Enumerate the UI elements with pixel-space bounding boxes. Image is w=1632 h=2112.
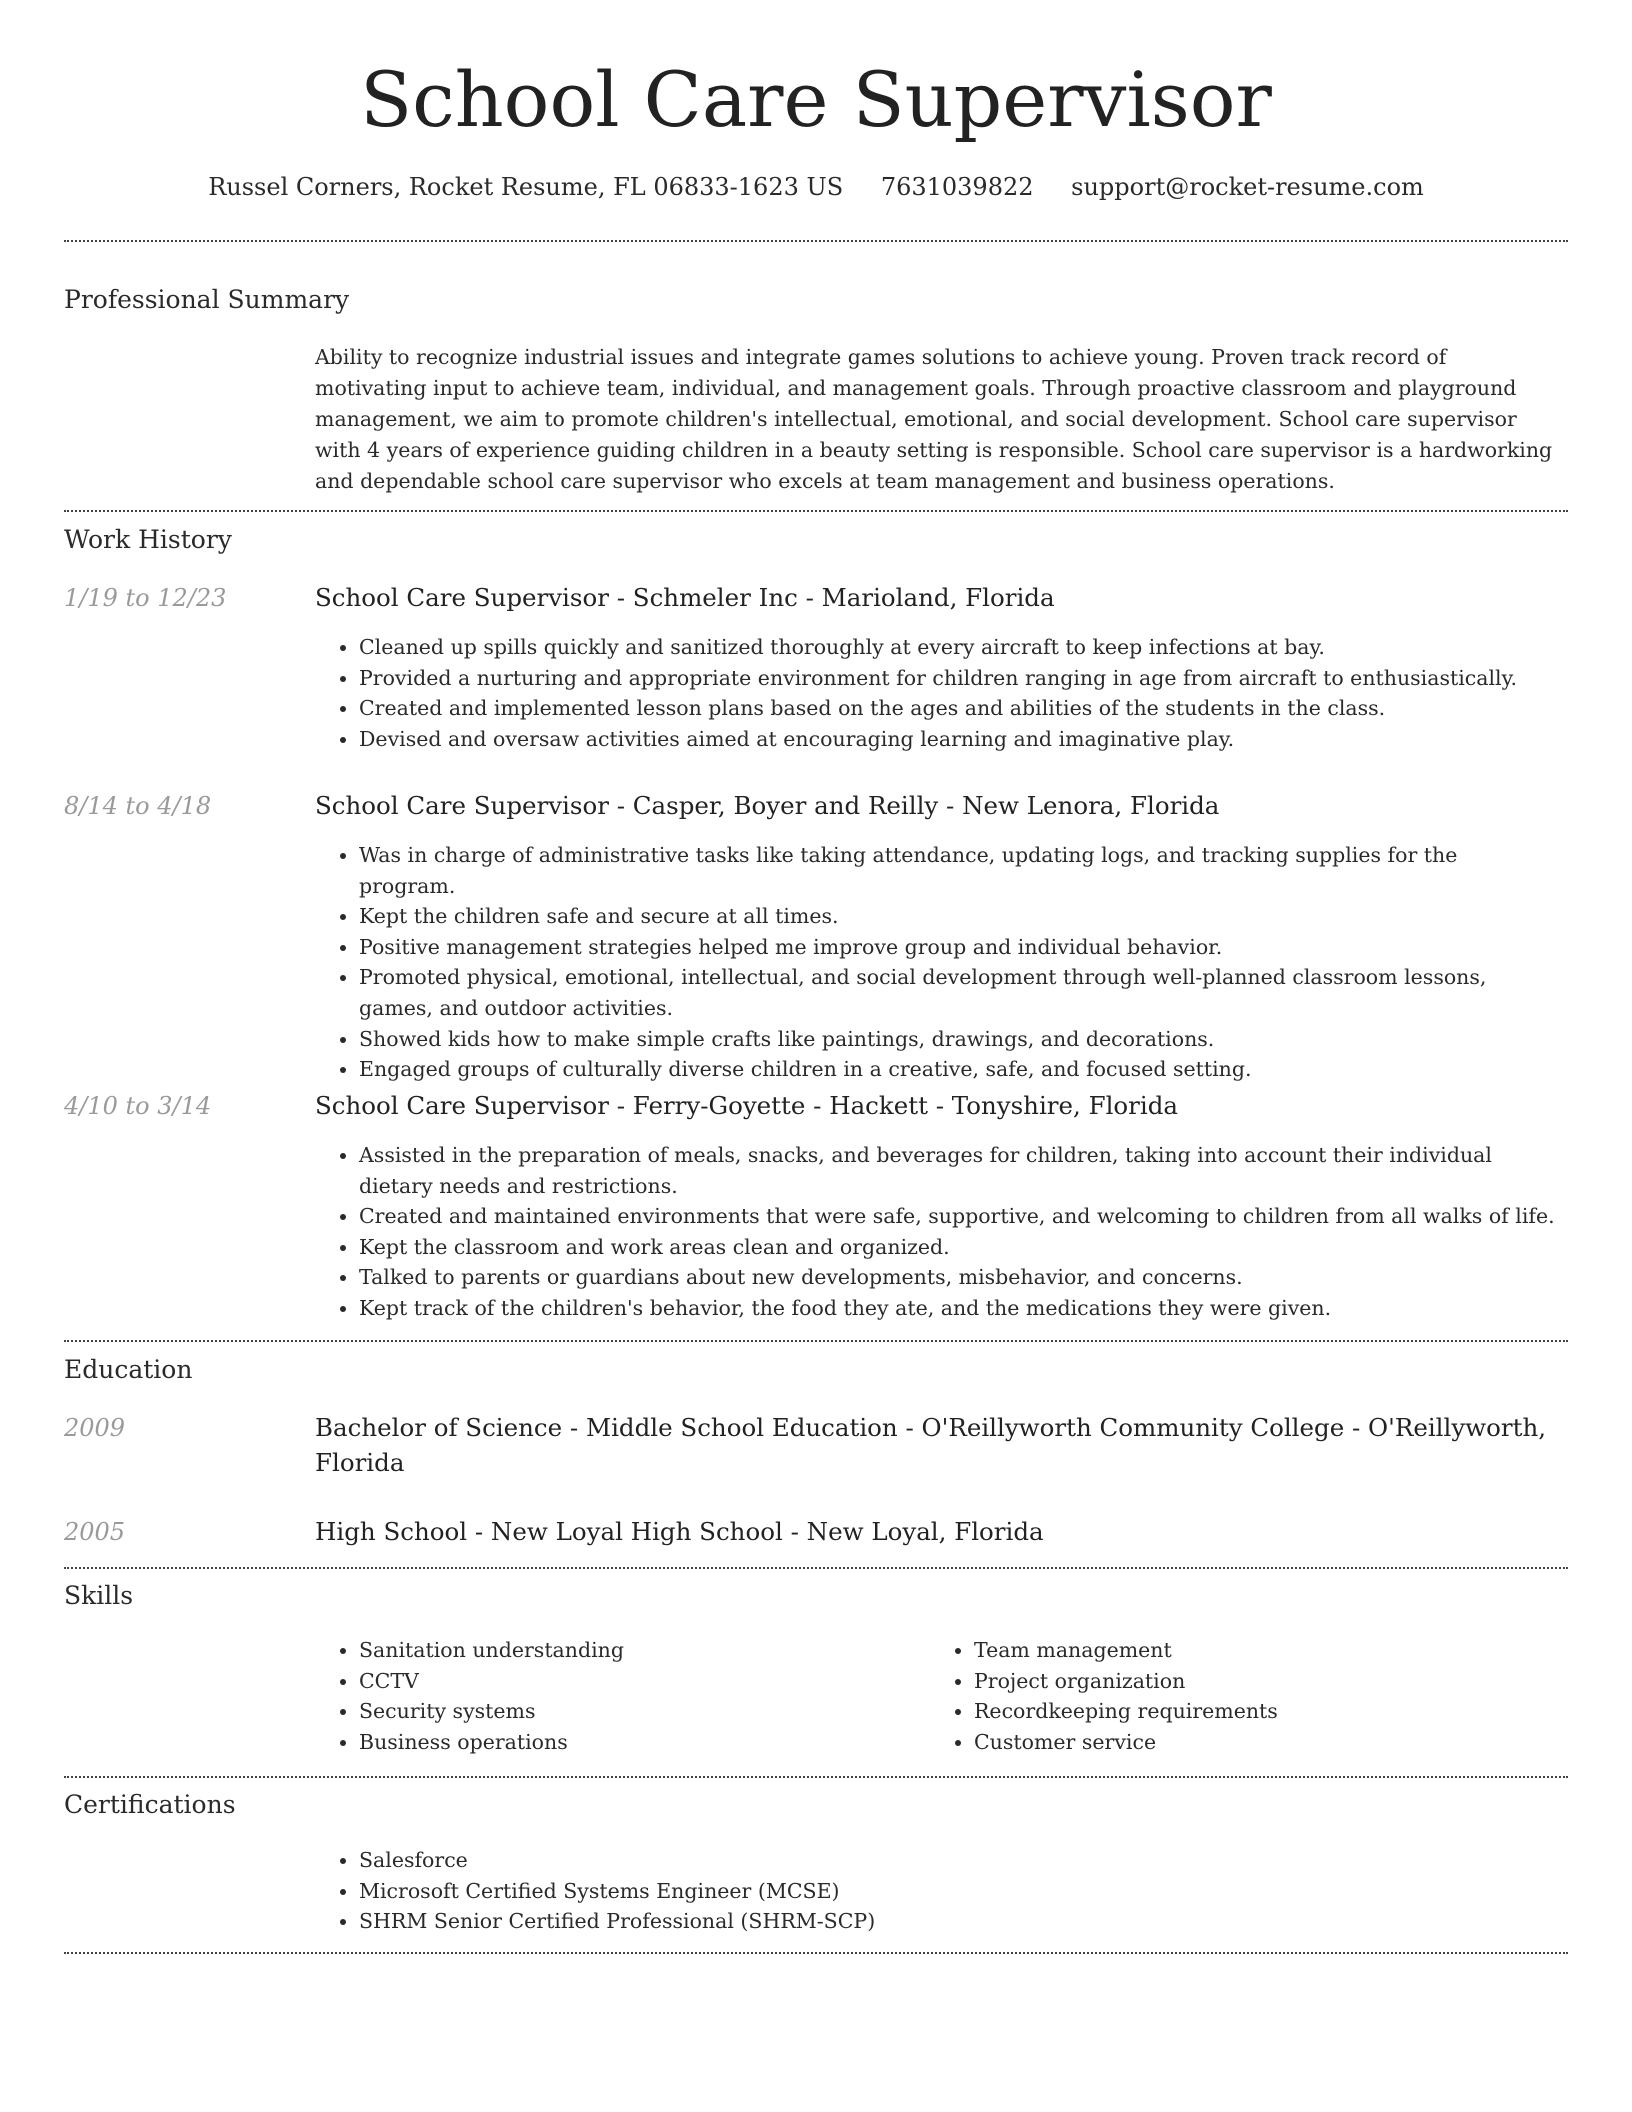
education-degree: High School	[315, 1517, 468, 1546]
education-year: 2009	[64, 1414, 126, 1442]
list-item: • Devised and oversaw activities aimed at encouraging learning and imaginative play.	[359, 724, 1560, 755]
list-item: • Recordkeeping requirements	[974, 1696, 1632, 1727]
education-school: - New Loyal High School - New Loyal, Florida	[467, 1517, 1044, 1546]
list-item: • Showed kids how to make simple crafts like paintings, drawings, and decorations.	[359, 1024, 1560, 1055]
list-item: • Team management	[974, 1635, 1632, 1666]
job-bullets	[315, 1140, 1560, 1324]
list-item: • CCTV	[359, 1666, 1560, 1697]
contact-email: support@rocket-resume.com	[1071, 173, 1424, 201]
education-heading	[315, 1410, 1560, 1480]
job-role: School Care Supervisor	[315, 583, 609, 612]
divider	[64, 510, 1568, 512]
job-employer: - Ferry-Goyette - Hackett - Tonyshire, Florida	[608, 1091, 1178, 1120]
divider	[64, 240, 1568, 242]
divider	[64, 1340, 1568, 1342]
job-role: School Care Supervisor	[315, 791, 609, 820]
divider	[64, 1567, 1568, 1569]
job-employer: - Casper, Boyer and Reilly - New Lenora, Florida	[608, 791, 1220, 820]
job-role: School Care Supervisor	[315, 1091, 609, 1120]
list-item: • Talked to parents or guardians about new developments, misbehavior, and concerns.	[359, 1262, 1560, 1293]
education-school: - O'Reillyworth Community College - O'Reillyworth, Florida	[315, 1413, 1547, 1477]
list-item: • Promoted physical, emotional, intellectual, and social development through well-planned classroom lessons, games, and outdoor activities.	[359, 962, 1560, 1023]
summary-text: Ability to recognize industrial issues and integrate games solutions to achieve young. Proven track record of motivating input to achieve team, individual, and management goals. Through proactive classroom and playground management, we aim to promote children's intellectual, emotional, and social development. School care supervisor with 4 years of experience guiding children in a beauty setting is responsible. School care supervisor is a hardworking and dependable school care supervisor who excels at team management and business operations.	[315, 345, 1553, 493]
list-item: • Created and maintained environments that were safe, supportive, and welcoming to children from all walks of life.	[359, 1201, 1560, 1232]
divider	[64, 1952, 1568, 1954]
contact-address: Russel Corners, Rocket Resume, FL 06833-1623 US	[208, 173, 844, 201]
job-dates: 8/14 to 4/18	[64, 792, 212, 820]
skills-list-right	[930, 1635, 1632, 1757]
job-heading	[315, 788, 1560, 823]
list-item: • Security systems	[359, 1696, 1560, 1727]
job-employer: - Schmeler Inc - Marioland, Florida	[608, 583, 1055, 612]
job-bullets	[315, 632, 1560, 754]
section-title-summary: Professional Summary	[64, 285, 350, 314]
list-item: • Cleaned up spills quickly and sanitized thoroughly at every aircraft to keep infections at bay.	[359, 632, 1560, 663]
contact-phone: 7631039822	[880, 173, 1034, 201]
certifications-list	[315, 1845, 1560, 1937]
list-item: • Positive management strategies helped me improve group and individual behavior.	[359, 932, 1560, 963]
section-title-education: Education	[64, 1355, 193, 1384]
list-item: • Created and implemented lesson plans based on the ages and abilities of the students in the class.	[359, 693, 1560, 724]
contact-line	[0, 170, 1632, 204]
list-item: • Business operations	[359, 1727, 1560, 1758]
job-bullets	[315, 840, 1560, 1085]
job-dates: 1/19 to 12/23	[64, 584, 227, 612]
resume-title: School Care Supervisor	[360, 55, 1272, 144]
list-item: • Kept the children safe and secure at all times.	[359, 901, 1560, 932]
list-item: • Customer service	[974, 1727, 1632, 1758]
list-item: • Kept track of the children's behavior, the food they ate, and the medications they were given.	[359, 1293, 1560, 1324]
list-item: • Kept the classroom and work areas clean and organized.	[359, 1232, 1560, 1263]
job-heading	[315, 580, 1560, 615]
education-year: 2005	[64, 1518, 126, 1546]
job-dates: 4/10 to 3/14	[64, 1092, 212, 1120]
list-item: • Engaged groups of culturally diverse children in a creative, safe, and focused setting.	[359, 1054, 1560, 1085]
list-item: • Sanitation understanding	[359, 1635, 1560, 1666]
section-title-skills: Skills	[64, 1581, 134, 1610]
education-heading	[315, 1514, 1560, 1549]
list-item: • Provided a nurturing and appropriate environment for children ranging in age from aircraft to enthusiastically.	[359, 663, 1560, 694]
list-item: • Salesforce	[359, 1845, 1560, 1876]
divider	[64, 1776, 1568, 1778]
job-heading	[315, 1088, 1560, 1123]
list-item: • Project organization	[974, 1666, 1632, 1697]
section-title-certifications: Certifications	[64, 1790, 236, 1819]
section-title-work: Work History	[64, 525, 232, 554]
education-degree: Bachelor of Science - Middle School Education	[315, 1413, 898, 1442]
list-item: • Microsoft Certified Systems Engineer (MCSE)	[359, 1876, 1560, 1907]
list-item: • SHRM Senior Certified Professional (SHRM-SCP)	[359, 1906, 1560, 1937]
list-item: • Was in charge of administrative tasks like taking attendance, updating logs, and tracking supplies for the program.	[359, 840, 1560, 901]
list-item: • Assisted in the preparation of meals, snacks, and beverages for children, taking into account their individual dietary needs and restrictions.	[359, 1140, 1560, 1201]
